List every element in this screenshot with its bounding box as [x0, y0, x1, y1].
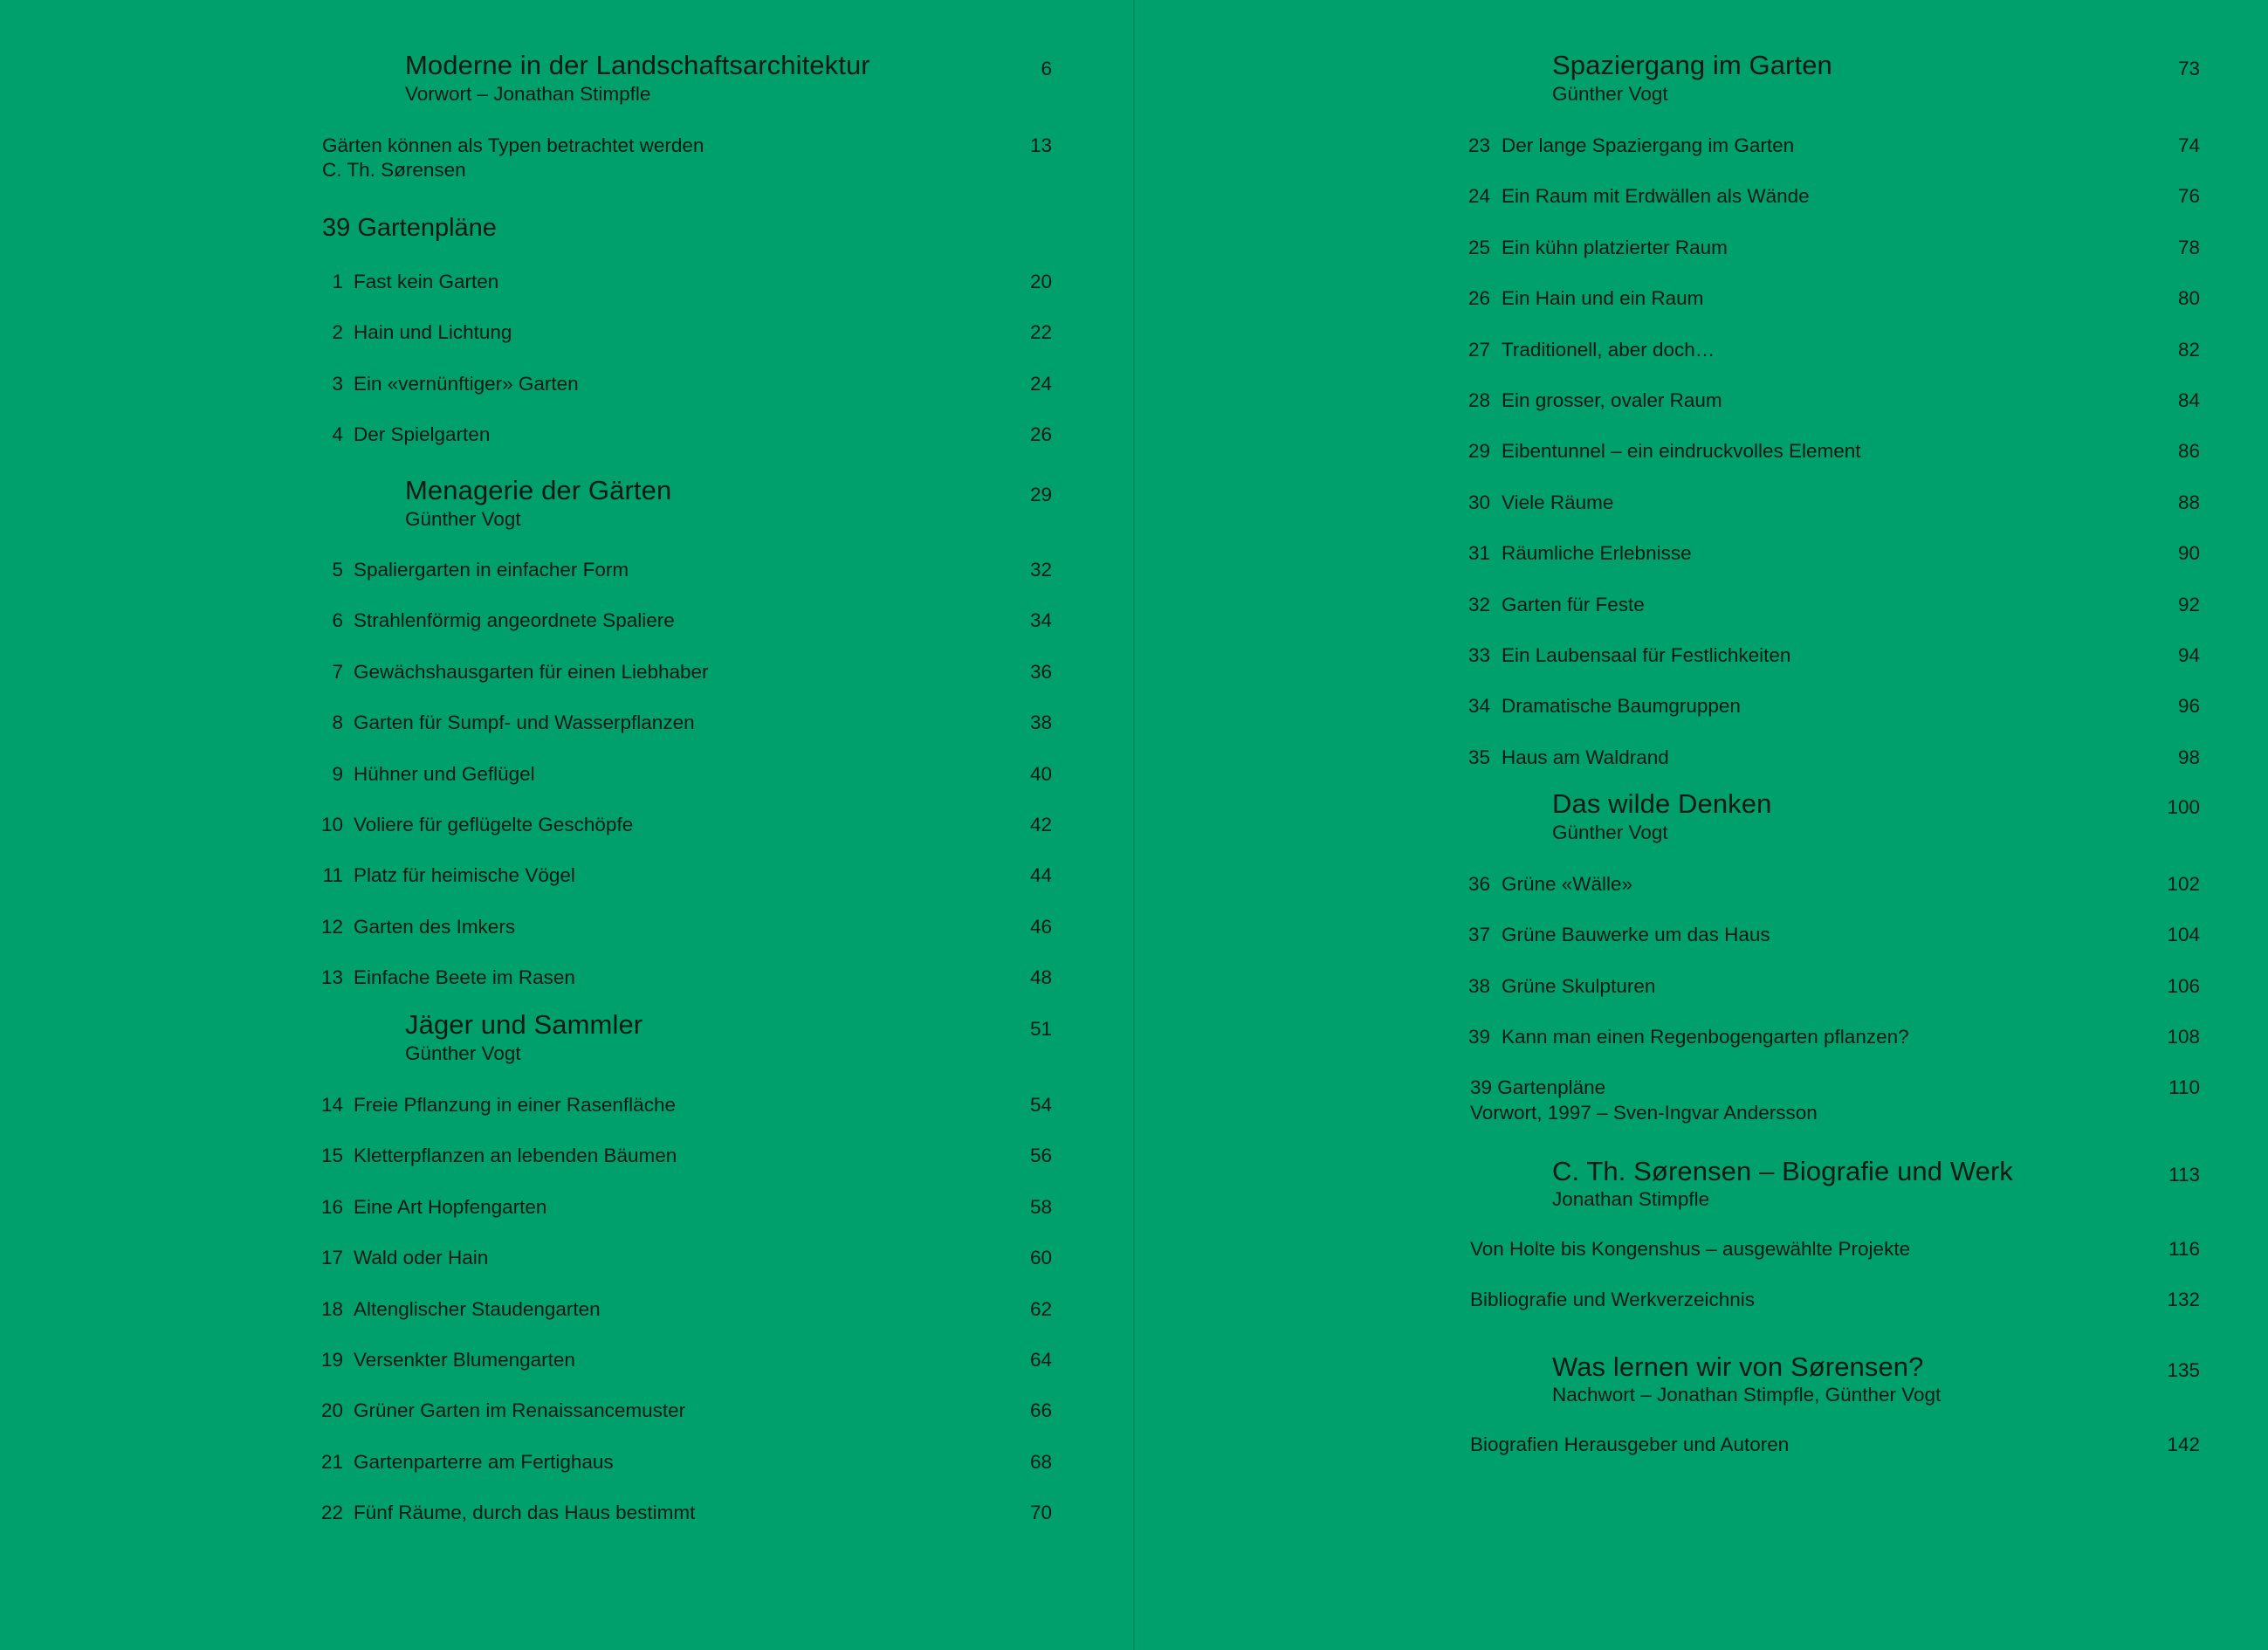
entry-number: 31: [1467, 542, 1490, 565]
essay-title: Moderne in der Landschaftsarchitektur: [405, 50, 870, 80]
entry-title: Fast kein Garten: [354, 271, 499, 292]
page-number: 113: [2168, 1164, 2200, 1186]
entry-title: Gartenparterre am Fertighaus: [354, 1450, 614, 1473]
page-number: 26: [1029, 423, 1052, 446]
essay-author: Jonathan Stimpfle: [1552, 1188, 1710, 1210]
page-number: 68: [1029, 1450, 1052, 1473]
entry-number: 7: [332, 660, 343, 683]
entry-title: Ein Hain und ein Raum: [1502, 287, 1704, 310]
entry-number: 24: [1467, 185, 1490, 208]
page-number: 94: [2177, 644, 2200, 666]
entry-title: Freie Pflanzung in einer Rasenfläche: [354, 1094, 676, 1116]
page-number: 40: [1029, 762, 1052, 785]
entry-title: Altenglischer Staudengarten: [354, 1297, 601, 1320]
entry-title: Grüne Bauwerke um das Haus: [1502, 924, 1770, 946]
entry-title: Grüne Skulpturen: [1502, 974, 1656, 997]
entry-number: 23: [1467, 134, 1490, 156]
entry-number: 14: [320, 1094, 343, 1116]
entry-title: Ein kühn platzierter Raum: [1502, 236, 1728, 258]
entry-number: 6: [332, 609, 343, 632]
page-number: 90: [2177, 542, 2200, 565]
entry-title: Ein Raum mit Erdwällen als Wände: [1502, 185, 1810, 208]
page-number: 20: [1029, 271, 1052, 292]
entry-title: Eibentunnel – ein eindruckvolles Element: [1502, 440, 1861, 463]
page-number: 74: [2177, 134, 2200, 156]
page-number: 54: [1029, 1094, 1052, 1116]
page-number: 62: [1029, 1297, 1052, 1320]
entry-title: Wald oder Hain: [354, 1247, 489, 1269]
page-number: 132: [2167, 1289, 2200, 1310]
page-number: 106: [2167, 974, 2200, 997]
essay-title: C. Th. Sørensen – Biografie und Werk: [1552, 1156, 2013, 1186]
essay-title: Menagerie der Gärten: [405, 475, 672, 505]
page-number: 42: [1029, 814, 1052, 835]
entry-number: 19: [320, 1349, 343, 1371]
entry-title: Bibliografie und Werkverzeichnis: [1470, 1289, 1755, 1310]
entry-number: 1: [332, 271, 343, 292]
entry-number: 37: [1467, 924, 1490, 946]
entry-title: Einfache Beete im Rasen: [354, 966, 575, 989]
page-number: 116: [2168, 1238, 2200, 1260]
entry-title: 39 Gartenpläne: [1470, 1076, 1606, 1098]
essay-author: Günther Vogt: [1552, 822, 1668, 843]
entry-title: Voliere für geflügelte Geschöpfe: [354, 814, 634, 835]
entry-number: 28: [1467, 389, 1490, 411]
entry-title: Fünf Räume, durch das Haus bestimmt: [354, 1502, 696, 1524]
entry-number: 32: [1467, 593, 1490, 615]
page-number: 96: [2177, 695, 2200, 718]
entry-number: 38: [1467, 974, 1490, 997]
entry-number: 8: [332, 712, 343, 734]
page-number: 48: [1029, 966, 1052, 989]
entry-number: 16: [320, 1195, 343, 1218]
essay-title: Spaziergang im Garten: [1552, 50, 1832, 80]
essay-author: Nachwort – Jonathan Stimpfle, Günther Vogt: [1552, 1384, 1942, 1406]
page-number: 108: [2167, 1026, 2200, 1048]
entry-title: Dramatische Baumgruppen: [1502, 695, 1741, 718]
entry-number: 39: [1467, 1026, 1490, 1048]
essay-title: Was lernen wir von Sørensen?: [1552, 1351, 1924, 1382]
page-number: 60: [1029, 1247, 1052, 1269]
page-number: 80: [2177, 287, 2200, 310]
page-number: 86: [2177, 440, 2200, 463]
entry-title: Grüner Garten im Renaissancemuster: [354, 1399, 686, 1422]
entry-number: 17: [320, 1247, 343, 1269]
page-number: 78: [2177, 236, 2200, 258]
entry-number: 34: [1467, 695, 1490, 718]
essay-author: Vorwort – Jonathan Stimpfle: [405, 83, 651, 105]
entry-title: Hain und Lichtung: [354, 321, 512, 344]
page-number: 100: [2167, 796, 2200, 818]
entry-number: 15: [320, 1145, 343, 1167]
entry-title: Versenkter Blumengarten: [354, 1349, 575, 1371]
page-number: 135: [2167, 1359, 2200, 1381]
entry-title: Eine Art Hopfengarten: [354, 1195, 547, 1218]
page-number: 64: [1029, 1349, 1052, 1371]
entry-title: Ein grosser, ovaler Raum: [1502, 389, 1722, 411]
entry-number: 26: [1467, 287, 1490, 310]
entry-author: C. Th. Sørensen: [322, 159, 466, 181]
entry-author: Vorwort, 1997 – Sven-Ingvar Andersson: [1470, 1102, 1818, 1124]
entry-number: 9: [332, 762, 343, 785]
entry-title: Kletterpflanzen an lebenden Bäumen: [354, 1145, 677, 1167]
entry-title: Gewächshausgarten für einen Liebhaber: [354, 660, 709, 683]
entry-title: Ein Laubensaal für Festlichkeiten: [1502, 644, 1791, 666]
page-number: 34: [1029, 609, 1052, 632]
page-number: 44: [1029, 864, 1052, 887]
page-number: 51: [1029, 1018, 1052, 1040]
page-number: 142: [2167, 1433, 2200, 1455]
entry-number: 5: [332, 559, 343, 581]
entry-number: 3: [332, 372, 343, 395]
entry-number: 25: [1467, 236, 1490, 258]
entry-number: 21: [320, 1450, 343, 1473]
page-number: 84: [2177, 389, 2200, 411]
entry-title: Spaliergarten in einfacher Form: [354, 559, 629, 581]
entry-number: 20: [320, 1399, 343, 1422]
entry-title: Grüne «Wälle»: [1502, 873, 1633, 895]
essay-author: Günther Vogt: [405, 1042, 521, 1064]
entry-title: Gärten können als Typen betrachtet werden: [322, 134, 704, 156]
page-number: 38: [1029, 712, 1052, 734]
entry-number: 35: [1467, 746, 1490, 768]
page-number: 24: [1029, 372, 1052, 395]
page-number: 102: [2167, 873, 2200, 895]
entry-title: Von Holte bis Kongenshus – ausgewählte Projekte: [1470, 1238, 1911, 1260]
page-number: 88: [2177, 491, 2200, 513]
entry-title: Ein «vernünftiger» Garten: [354, 372, 579, 395]
page-number: 6: [1041, 58, 1052, 79]
page-number: 36: [1029, 660, 1052, 683]
entry-title: Räumliche Erlebnisse: [1502, 542, 1692, 565]
entry-number: 30: [1467, 491, 1490, 513]
entry-number: 33: [1467, 644, 1490, 666]
entry-number: 18: [320, 1297, 343, 1320]
page-number: 32: [1029, 559, 1052, 581]
page-number: 13: [1029, 134, 1052, 156]
entry-title: Strahlenförmig angeordnete Spaliere: [354, 609, 675, 632]
section-heading: 39 Gartenpläne: [322, 214, 497, 242]
entry-title: Haus am Waldrand: [1502, 746, 1669, 768]
entry-number: 36: [1467, 873, 1490, 895]
entry-title: Biografien Herausgeber und Autoren: [1470, 1433, 1790, 1455]
right-page: [1135, 0, 2268, 1650]
entry-number: 10: [320, 814, 343, 835]
entry-number: 22: [320, 1502, 343, 1524]
page-number: 82: [2177, 338, 2200, 361]
page-number: 56: [1029, 1145, 1052, 1167]
entry-title: Der Spielgarten: [354, 423, 491, 446]
entry-title: Hühner und Geflügel: [354, 762, 535, 785]
entry-title: Garten für Sumpf- und Wasserpflanzen: [354, 712, 695, 734]
entry-number: 11: [322, 864, 343, 887]
essay-author: Günther Vogt: [405, 508, 521, 530]
essay-author: Günther Vogt: [1552, 83, 1668, 105]
page-number: 76: [2177, 185, 2200, 208]
page-number: 58: [1029, 1195, 1052, 1218]
page-number: 70: [1029, 1502, 1052, 1524]
entry-number: 29: [1467, 440, 1490, 463]
page-number: 104: [2167, 924, 2200, 946]
entry-number: 12: [320, 915, 343, 938]
entry-title: Kann man einen Regenbogengarten pflanzen?: [1502, 1026, 1909, 1048]
entry-title: Viele Räume: [1502, 491, 1614, 513]
entry-number: 13: [320, 966, 343, 989]
page-number: 110: [2168, 1076, 2200, 1098]
entry-title: Garten für Feste: [1502, 593, 1645, 615]
entry-title: Traditionell, aber doch…: [1502, 338, 1715, 361]
page-number: 92: [2177, 593, 2200, 615]
essay-title: Jäger und Sammler: [405, 1009, 643, 1040]
page-number: 29: [1029, 484, 1052, 505]
page-number: 98: [2177, 746, 2200, 768]
entry-number: 4: [332, 423, 343, 446]
page-number: 22: [1029, 321, 1052, 344]
entry-number: 27: [1467, 338, 1490, 361]
page-number: 73: [2177, 58, 2200, 79]
page-number: 66: [1029, 1399, 1052, 1422]
entry-number: 2: [332, 321, 343, 344]
entry-title: Garten des Imkers: [354, 915, 516, 938]
entry-title: Der lange Spaziergang im Garten: [1502, 134, 1795, 156]
left-page: [0, 0, 1133, 1650]
page-number: 46: [1029, 915, 1052, 938]
entry-title: Platz für heimische Vögel: [354, 864, 575, 887]
essay-title: Das wilde Denken: [1552, 788, 1772, 819]
